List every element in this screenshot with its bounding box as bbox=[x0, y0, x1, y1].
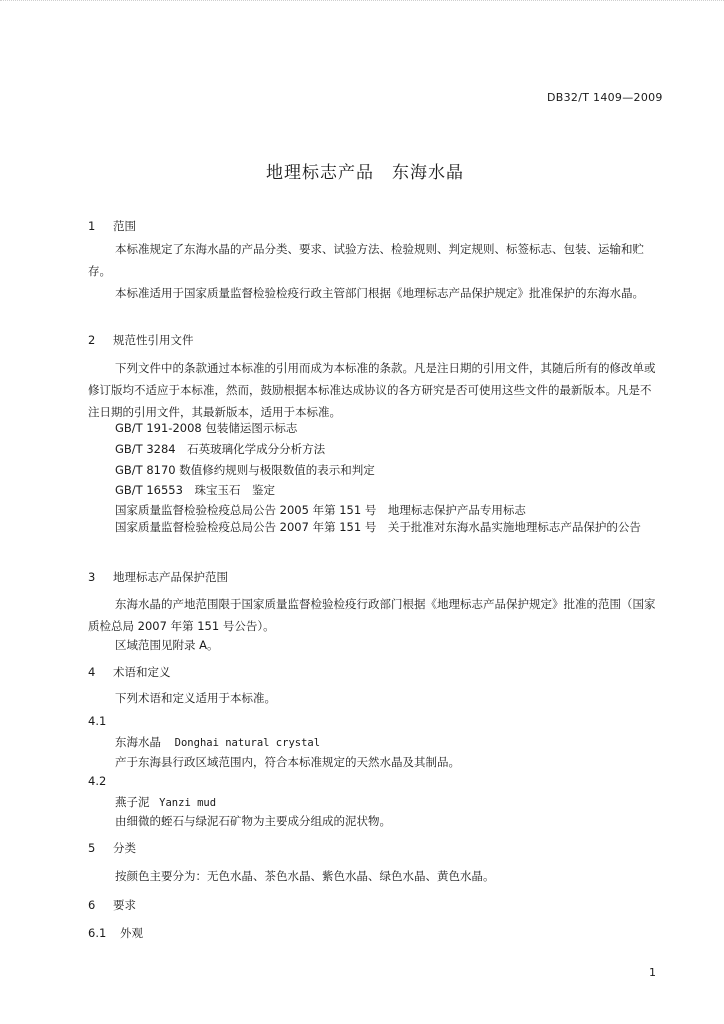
term-4-1-definition: 产于东海县行政区域范围内，符合本标准规定的天然水晶及其制品。 bbox=[115, 755, 460, 769]
section-number: 2 bbox=[88, 333, 96, 347]
reference-item: GB/T 16553 珠宝玉石 鉴定 bbox=[115, 483, 275, 497]
term-4-2-definition: 由细微的蛭石与绿泥石矿物为主要成分组成的泥状物。 bbox=[115, 814, 391, 828]
section-6-heading bbox=[88, 897, 136, 913]
section-number: 3 bbox=[88, 570, 96, 584]
section-5-heading bbox=[88, 840, 136, 856]
term-english: Donghai natural crystal bbox=[174, 737, 321, 749]
section-4-heading bbox=[88, 664, 170, 680]
section-number: 5 bbox=[88, 841, 96, 855]
subsection-number: 6.1 bbox=[88, 926, 107, 940]
section-title: 要求 bbox=[112, 898, 136, 912]
term-name: 燕子泥 bbox=[115, 795, 150, 809]
section-title: 分类 bbox=[112, 841, 136, 855]
reference-item-last: 国家质量监督检验检疫总局公告 2007 年第 151 号 关于批准对东海水晶实施地理标志产品保护的公告 bbox=[115, 520, 641, 534]
section-title: 术语和定义 bbox=[112, 665, 171, 679]
section-number: 4 bbox=[88, 665, 96, 679]
section-1-paragraph-2: 本标准适用于国家质量监督检验检疫行政主管部门根据《地理标志产品保护规定》批准保护的东海水晶。 bbox=[115, 286, 644, 300]
scan-artifact-line bbox=[0, 0, 724, 9]
term-4-2-heading bbox=[115, 794, 216, 810]
reference-item: 国家质量监督检验检疫总局公告 2005 年第 151 号 地理标志保护产品专用标志 bbox=[115, 503, 526, 517]
document-title: 地理标志产品 东海水晶 bbox=[266, 163, 464, 183]
section-3-paragraph-1: 东海水晶的产地范围限于国家质量监督检验检疫行政部门根据《地理标志产品保护规定》批准的范围（国家质检总局 2007 年第 151 号公告）。 bbox=[88, 597, 656, 633]
section-title: 地理标志产品保护范围 bbox=[112, 570, 228, 584]
section-1-paragraph-1: 本标准规定了东海水晶的产品分类、要求、试验方法、检验规则、判定规则、标签标志、包装、运输和贮存。 bbox=[88, 242, 644, 278]
term-english: Yanzi mud bbox=[159, 797, 217, 809]
section-5-paragraph-1: 按颜色主要分为：无色水晶、茶色水晶、紫色水晶、绿色水晶、黄色水晶。 bbox=[115, 869, 495, 883]
term-4-1-heading bbox=[115, 734, 320, 750]
term-4-1-number: 4.1 bbox=[88, 714, 107, 728]
section-number: 6 bbox=[88, 898, 96, 912]
section-title: 规范性引用文件 bbox=[112, 333, 194, 347]
section-title: 范围 bbox=[112, 219, 136, 233]
section-3-paragraph-2: 区域范围见附录 A。 bbox=[115, 638, 219, 652]
section-3-heading bbox=[88, 569, 228, 585]
term-4-2-number: 4.2 bbox=[88, 774, 107, 788]
section-number: 1 bbox=[88, 219, 96, 233]
subsection-title: 外观 bbox=[119, 926, 143, 940]
page-number: 1 bbox=[649, 966, 656, 979]
section-2-heading bbox=[88, 332, 193, 348]
section-2-paragraph-1: 下列文件中的条款通过本标准的引用而成为本标准的条款。凡是注日期的引用文件，其随后所有的修改单或修订版均不适应于本标准，然而，鼓励根据本标准达成协议的各方研究是否可使用这些文件的最新版本。凡是不注日期的引用文件，其最新版本，适用于本标准。 bbox=[88, 361, 656, 419]
section-1-heading bbox=[88, 218, 136, 234]
section-4-paragraph-1: 下列术语和定义适用于本标准。 bbox=[115, 691, 276, 705]
reference-item: GB/T 8170 数值修约规则与极限数值的表示和判定 bbox=[115, 463, 375, 477]
standard-code: DB32/T 1409—2009 bbox=[547, 91, 663, 104]
reference-item: GB/T 191-2008 包装储运图示标志 bbox=[115, 421, 298, 435]
term-name: 东海水晶 bbox=[115, 735, 161, 749]
reference-item: GB/T 3284 石英玻璃化学成分分析方法 bbox=[115, 442, 326, 456]
subsection-6-1-heading bbox=[88, 925, 143, 941]
